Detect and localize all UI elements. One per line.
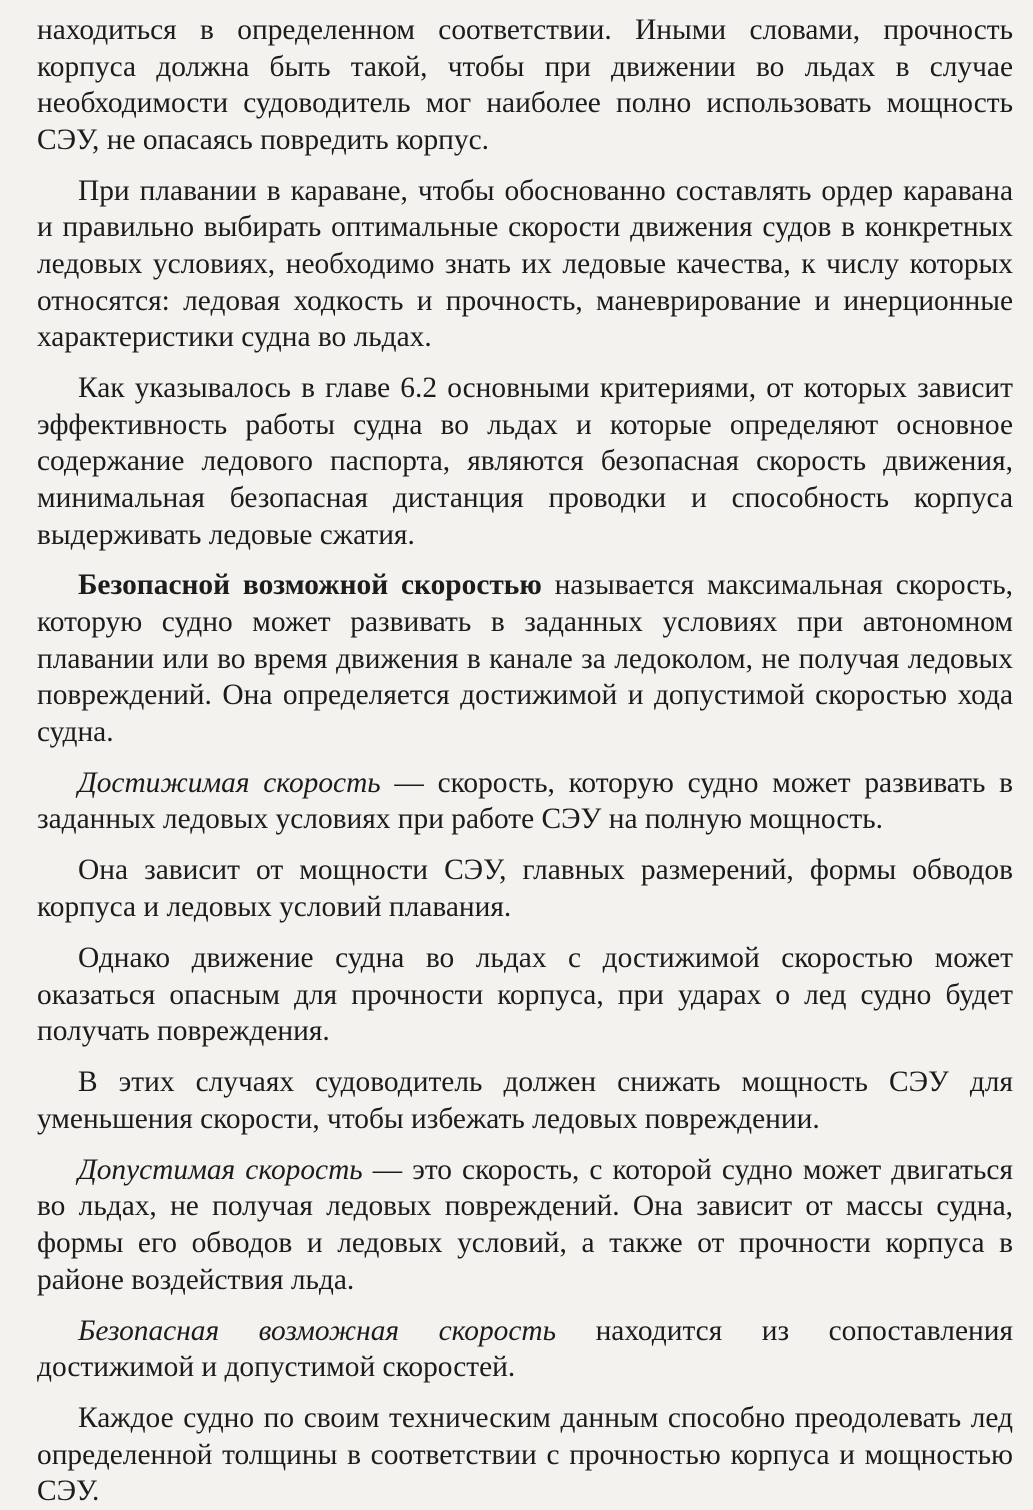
- paragraph-text: называется максимальная скорость, которую судно может развивать в заданных условиях при автономном плавании или во время движения в канале за ледоколом, не получая ледовых повреждений. Она определяется достижимой и допустимой скоростью хода судна.: [37, 569, 1013, 748]
- term-achievable-speed: Достижимая скорость: [78, 766, 381, 799]
- paragraph-allowable-speed-definition: [37, 1152, 1013, 1298]
- paragraph-text: В этих случаях судоводитель должен снижать мощность СЭУ для уменьшения скорости, чтобы избежать ледовых повреждении.: [37, 1066, 1013, 1135]
- paragraph-caravan: [37, 173, 1013, 356]
- term-allowable-speed: Допустимая скорость: [78, 1153, 363, 1186]
- paragraph-criteria: [37, 370, 1013, 553]
- paragraph-text: Как указывалось в главе 6.2 основными критериями, от которых зависит эффективность работы судна во льдах и которые определяют основное содержание ледового паспорта, являются безопасная скорость движения, минимальная безопасная дистанция проводки и способность корпуса выдерживать ледовые сжатия.: [37, 372, 1013, 551]
- paragraph-safe-speed-definition: [37, 567, 1013, 750]
- term-safe-possible-speed-italic: Безопасная возможная скорость: [78, 1314, 557, 1347]
- paragraph-ice-thickness: [37, 1400, 1013, 1510]
- paragraph-reduce-power: [37, 1064, 1013, 1137]
- paragraph-text: Она зависит от мощности СЭУ, главных размерений, формы обводов корпуса и ледовых условий плавания.: [37, 854, 1013, 924]
- paragraph-text: — это скорость, с которой судно может двигаться во льдах, не получая ледовых повреждений. Она зависит от массы судна, формы его обводов и ледовых условий, а также от прочности корпуса в районе воздействия льда.: [37, 1153, 1013, 1296]
- paragraph-text: При плавании в караване, чтобы обоснованно составлять ордер каравана и правильно выбирать оптимальные скорости движения судов в конкретных ледовых условиях, необходимо знать их ледовые качества, к числу которых относятся: ледовая ходкость и прочность, маневрирование и инерционные характеристики судна во льдах.: [37, 174, 1013, 354]
- paragraph-danger: [37, 940, 1013, 1050]
- paragraph-achievable-speed-definition: [37, 765, 1013, 838]
- term-safe-possible-speed: Безопасной возможной скоростью: [78, 569, 542, 602]
- paragraph-continuation: [37, 12, 1013, 158]
- paragraph-safe-speed-comparison: [37, 1313, 1013, 1386]
- paragraph-text: Каждое судно по своим техническим данным способно преодолевать лед определенной толщины в соответствии с прочностью корпуса и мощностью СЭУ.: [37, 1402, 1013, 1508]
- paragraph-text: — скорость, которую судно может развивать в заданных ледовых условиях при работе СЭУ на полную мощность.: [37, 766, 1013, 836]
- paragraph-text: Однако движение судна во льдах с достижимой скоростью может оказаться опасным для прочности корпуса, при ударах о лед судно будет получать повреждения.: [37, 942, 1013, 1048]
- paragraph-text: находиться в определенном соответствии. Иными словами, прочность корпуса должна быть такой, чтобы при движении во льдах в случае необходимости судоводитель мог наиболее полно использовать мощность СЭУ, не опасаясь повредить корпус.: [37, 14, 1013, 156]
- paragraph-text: находится из сопоставления достижимой и допустимой скоростей.: [37, 1314, 1013, 1384]
- paragraph-achievable-speed-factors: [37, 852, 1013, 925]
